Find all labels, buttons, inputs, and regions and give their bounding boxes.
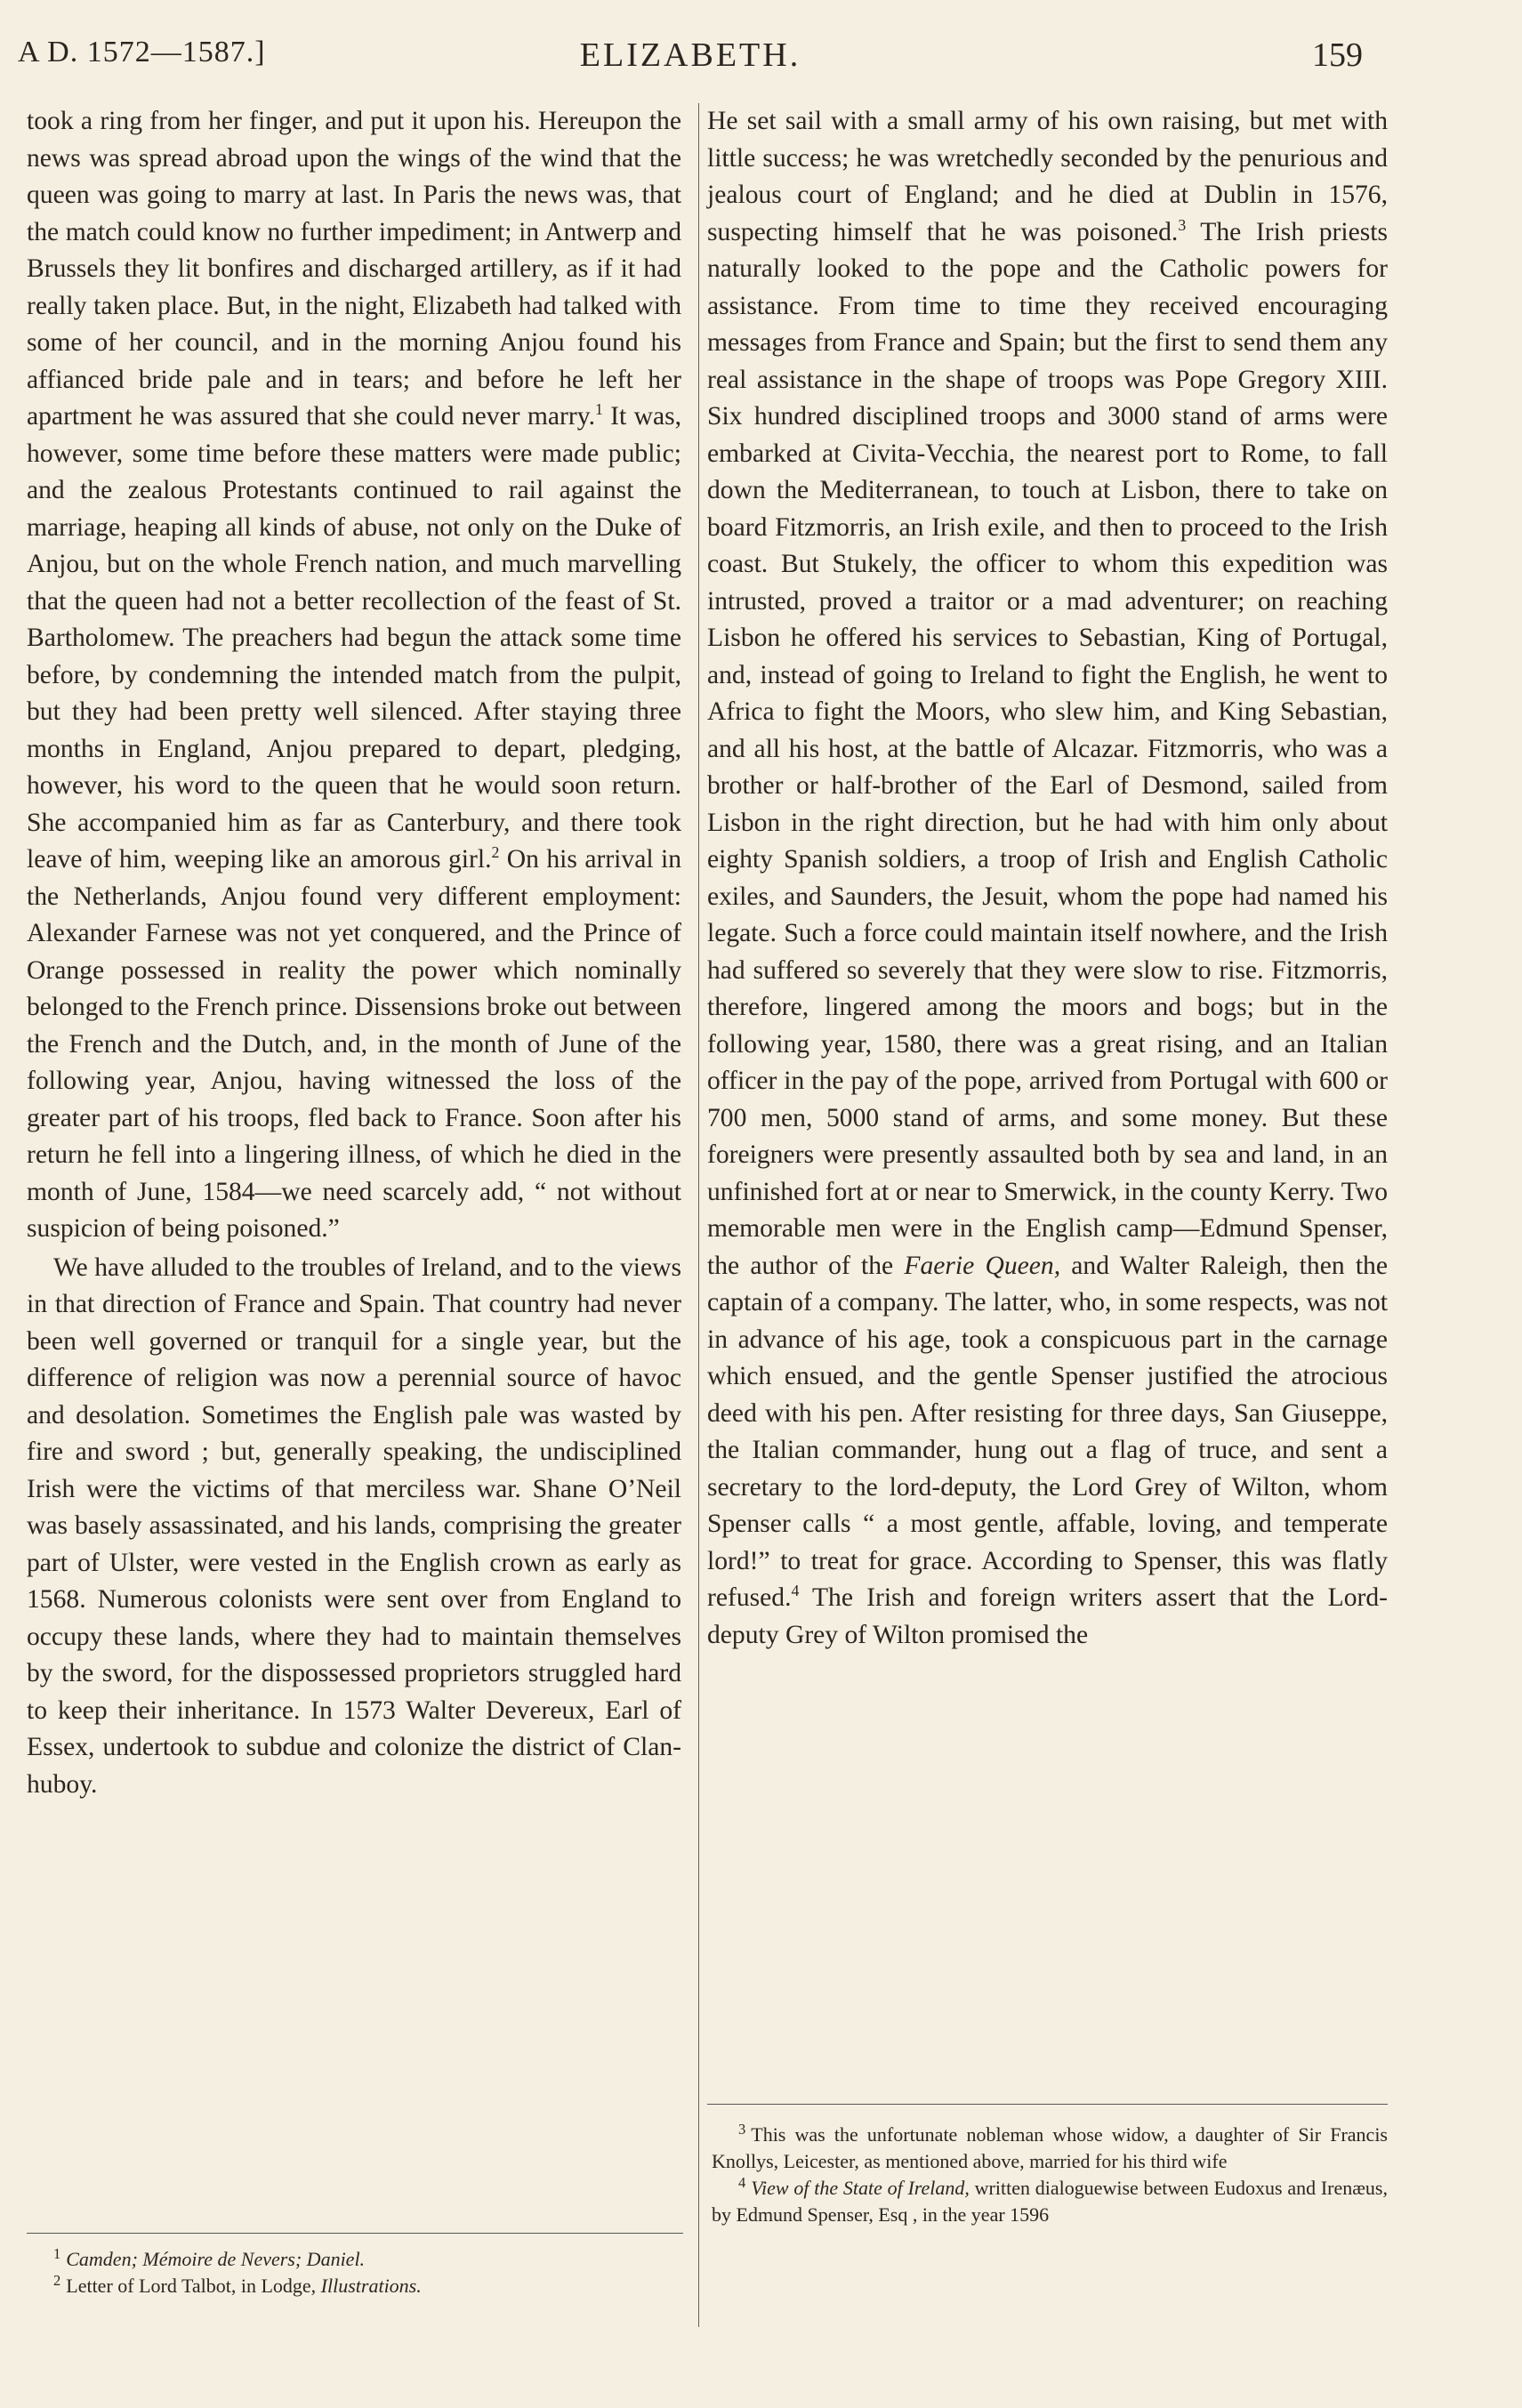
left-column [27, 103, 681, 1803]
text-run: took a ring from her finger, and put it upon his. Hereupon the news was spread abroad upon the wings of the wind that the queen was going to marry at last. In Paris the news was, that the match could know no further impediment; in Antwerp and Brussels they lit bonfires and discharged artillery, as if it had really taken place. But, in the night, Elizabeth had talked with some of her council, and in the morning Anjou found his affianced bride pale and in tears; and before he left her apartment he was assured that she could never marry. [27, 107, 681, 431]
book-title: Faerie Queen, [904, 1251, 1061, 1280]
text-run: The Irish priests naturally looked to the pope and the Catholic powers for assistance. From time to time they received encouraging messages from France and Spain; but the first to send them any real assistance in the shape of troops was Pope Gregory XIII. Six hundred disciplined troops and 3000 stand of arms were embarked at Civita-Vecchia, the nearest port to Rome, to fall down the Mediterranean, to touch at Lisbon, there to take on board Fitzmorris, an Irish exile, and then to proceed to the Irish coast. But Stukely, the officer to whom this expedition was intrusted, proved a traitor or a mad adventurer; on reaching Lisbon he offered his services to Sebastian, King of Portugal, and, instead of going to Ireland to fight the English, he went to Africa to fight the Moors, who slew him, and King Sebastian, and all his host, at the battle of Alcazar. Fitzmorris, who was a brother or half-brother of the Earl of Desmond, sailed from Lisbon in the right direction, but he had with him only about eighty Spanish soldiers, a troop of Irish and English Catholic exiles, and Saunders, the Jesuit, whom the pope had named his legate. Such a force could maintain itself nowhere, and the Irish had suffered so severely that they were slow to rise. Fitzmorris, therefore, lingered among the moors and bogs; but in the following year, 1580, there was a great rising, and an Italian officer in the pay of the pope, arrived from Portugal with 600 or 700 men, 5000 stand of arms, and some money. But these foreigners were presently assaulted both by sea and land, in an unfinished fort at or near to Smerwick, in the county Kerry. Two memorable men were in the English camp—Edmund Spenser, the author of the [707, 217, 1388, 1280]
footnote-rule [707, 2104, 1388, 2105]
text-run: On his arrival in the Netherlands, Anjou found very different employment: Alexander Farnese was not yet conquered, and the Prince of Orange possessed in reality the power which nominally belonged to the French prince. Dissensions broke out between the French and the Dutch, and, in the month of June of the following year, Anjou, having witnessed the loss of the greater part of his troops, fled back to France. Soon after his return he fell into a lingering illness, of which he died in the month of June, 1584—we need scarcely add, “ not without suspicion of being poisoned.” [27, 845, 681, 1243]
footnote-number: 3 [738, 2120, 746, 2138]
footnotes-right [712, 2122, 1388, 2228]
text-run: and Walter Raleigh, then the captain of a company. The latter, who, in some respects, was not in advance of his age, took a conspicuous part in the carnage which ensued, and the gentle Spenser justified the atrocious deed with his pen. After resisting for three days, San Giuseppe, the Italian commander, hung out a flag of truce, and sent a secretary to the lord-deputy, the Lord Grey of Wilton, whom Spenser calls “ a most gentle, affable, loving, and temperate lord!” to treat for grace. According to Spenser, this was flatly refused. [707, 1251, 1388, 1612]
footnote-text: This was the unfortunate nobleman whose widow, a daughter of Sir Francis Knollys, Leicester, as mentioned above, married for his third wife [712, 2123, 1388, 2172]
text-run: He set sail with a small army of his own raising, but met with little success; he was wretchedly seconded by the penurious and jealous court of England; and he died at Dublin in 1576, suspecting himself that he was poisoned. [707, 107, 1388, 246]
footnote-number: 1 [53, 2244, 61, 2262]
paragraph [27, 103, 681, 1248]
footnote-ref: 2 [491, 843, 500, 862]
footnote-ref: 1 [594, 400, 603, 419]
running-header [18, 36, 1363, 80]
footnote-ref: 4 [791, 1582, 800, 1600]
right-column [707, 103, 1388, 1654]
footnote-text: written dialoguewise between Eudoxus and Irenæus, by Edmund Spenser, Esq , in the year 1596 [712, 2177, 1388, 2226]
footnote-text: Letter of Lord Talbot, in Lodge, [66, 2275, 321, 2297]
footnote-text: Camden; Mémoire de Nevers; Daniel. [66, 2248, 366, 2270]
date-range: A D. 1572—1587.] [18, 36, 266, 68]
footnote-rule [27, 2233, 683, 2234]
page-number: 159 [1312, 36, 1363, 74]
footnotes-left [53, 2246, 676, 2299]
footnote-number: 2 [53, 2271, 61, 2289]
running-title: ELIZABETH. [579, 36, 801, 74]
footnote [53, 2246, 676, 2273]
text-run: It was, however, some time before these matters were made public; and the zealous Protestants continued to rail against the marriage, heaping all kinds of abuse, not only on the Duke of Anjou, but on the whole French nation, and much marvelling that the queen had not a better recollection of the feast of St. Bartholomew. The preachers had begun the attack some time before, by condemning the intended match from the pulpit, but they had been pretty well silenced. After staying three months in England, Anjou prepared to depart, pledging, however, his word to the queen that he would soon return. She accompanied him as far as Canterbury, and there took leave of him, weeping like an amorous girl. [27, 402, 681, 874]
footnote-number: 4 [738, 2173, 746, 2191]
footnote [712, 2175, 1388, 2228]
footnote [712, 2122, 1388, 2175]
footnote-title: View of the State of Ireland, [751, 2177, 970, 2199]
paragraph [707, 103, 1388, 1654]
paragraph: We have alluded to the troubles of Ireland, and to the views in that direction of France and Spain. That country had never been well governed or tranquil for a single year, but the difference of religion was now a perennial source of havoc and desolation. Sometimes the English pale was wasted by fire and sword ; but, generally speaking, the undisciplined Irish were the victims of that merciless war. Shane O’Neil was basely assassinated, and his lands, comprising the greater part of Ulster, were vested in the English crown as early as 1568. Numerous colonists were sent over from England to occupy these lands, where they had to maintain themselves by the sword, for the dispossessed proprietors struggled hard to keep their inheritance. In 1573 Walter Devereux, Earl of Essex, undertook to subdue and colonize the district of Clan-huboy. [27, 1252, 681, 1799]
column-divider [698, 103, 699, 2327]
footnote-title: Illustrations. [320, 2275, 422, 2297]
text-run: The Irish and foreign writers assert that the Lord-deputy Grey of Wilton promised the [707, 1583, 1388, 1649]
footnote-ref: 3 [1178, 215, 1187, 234]
footnote [53, 2273, 676, 2299]
